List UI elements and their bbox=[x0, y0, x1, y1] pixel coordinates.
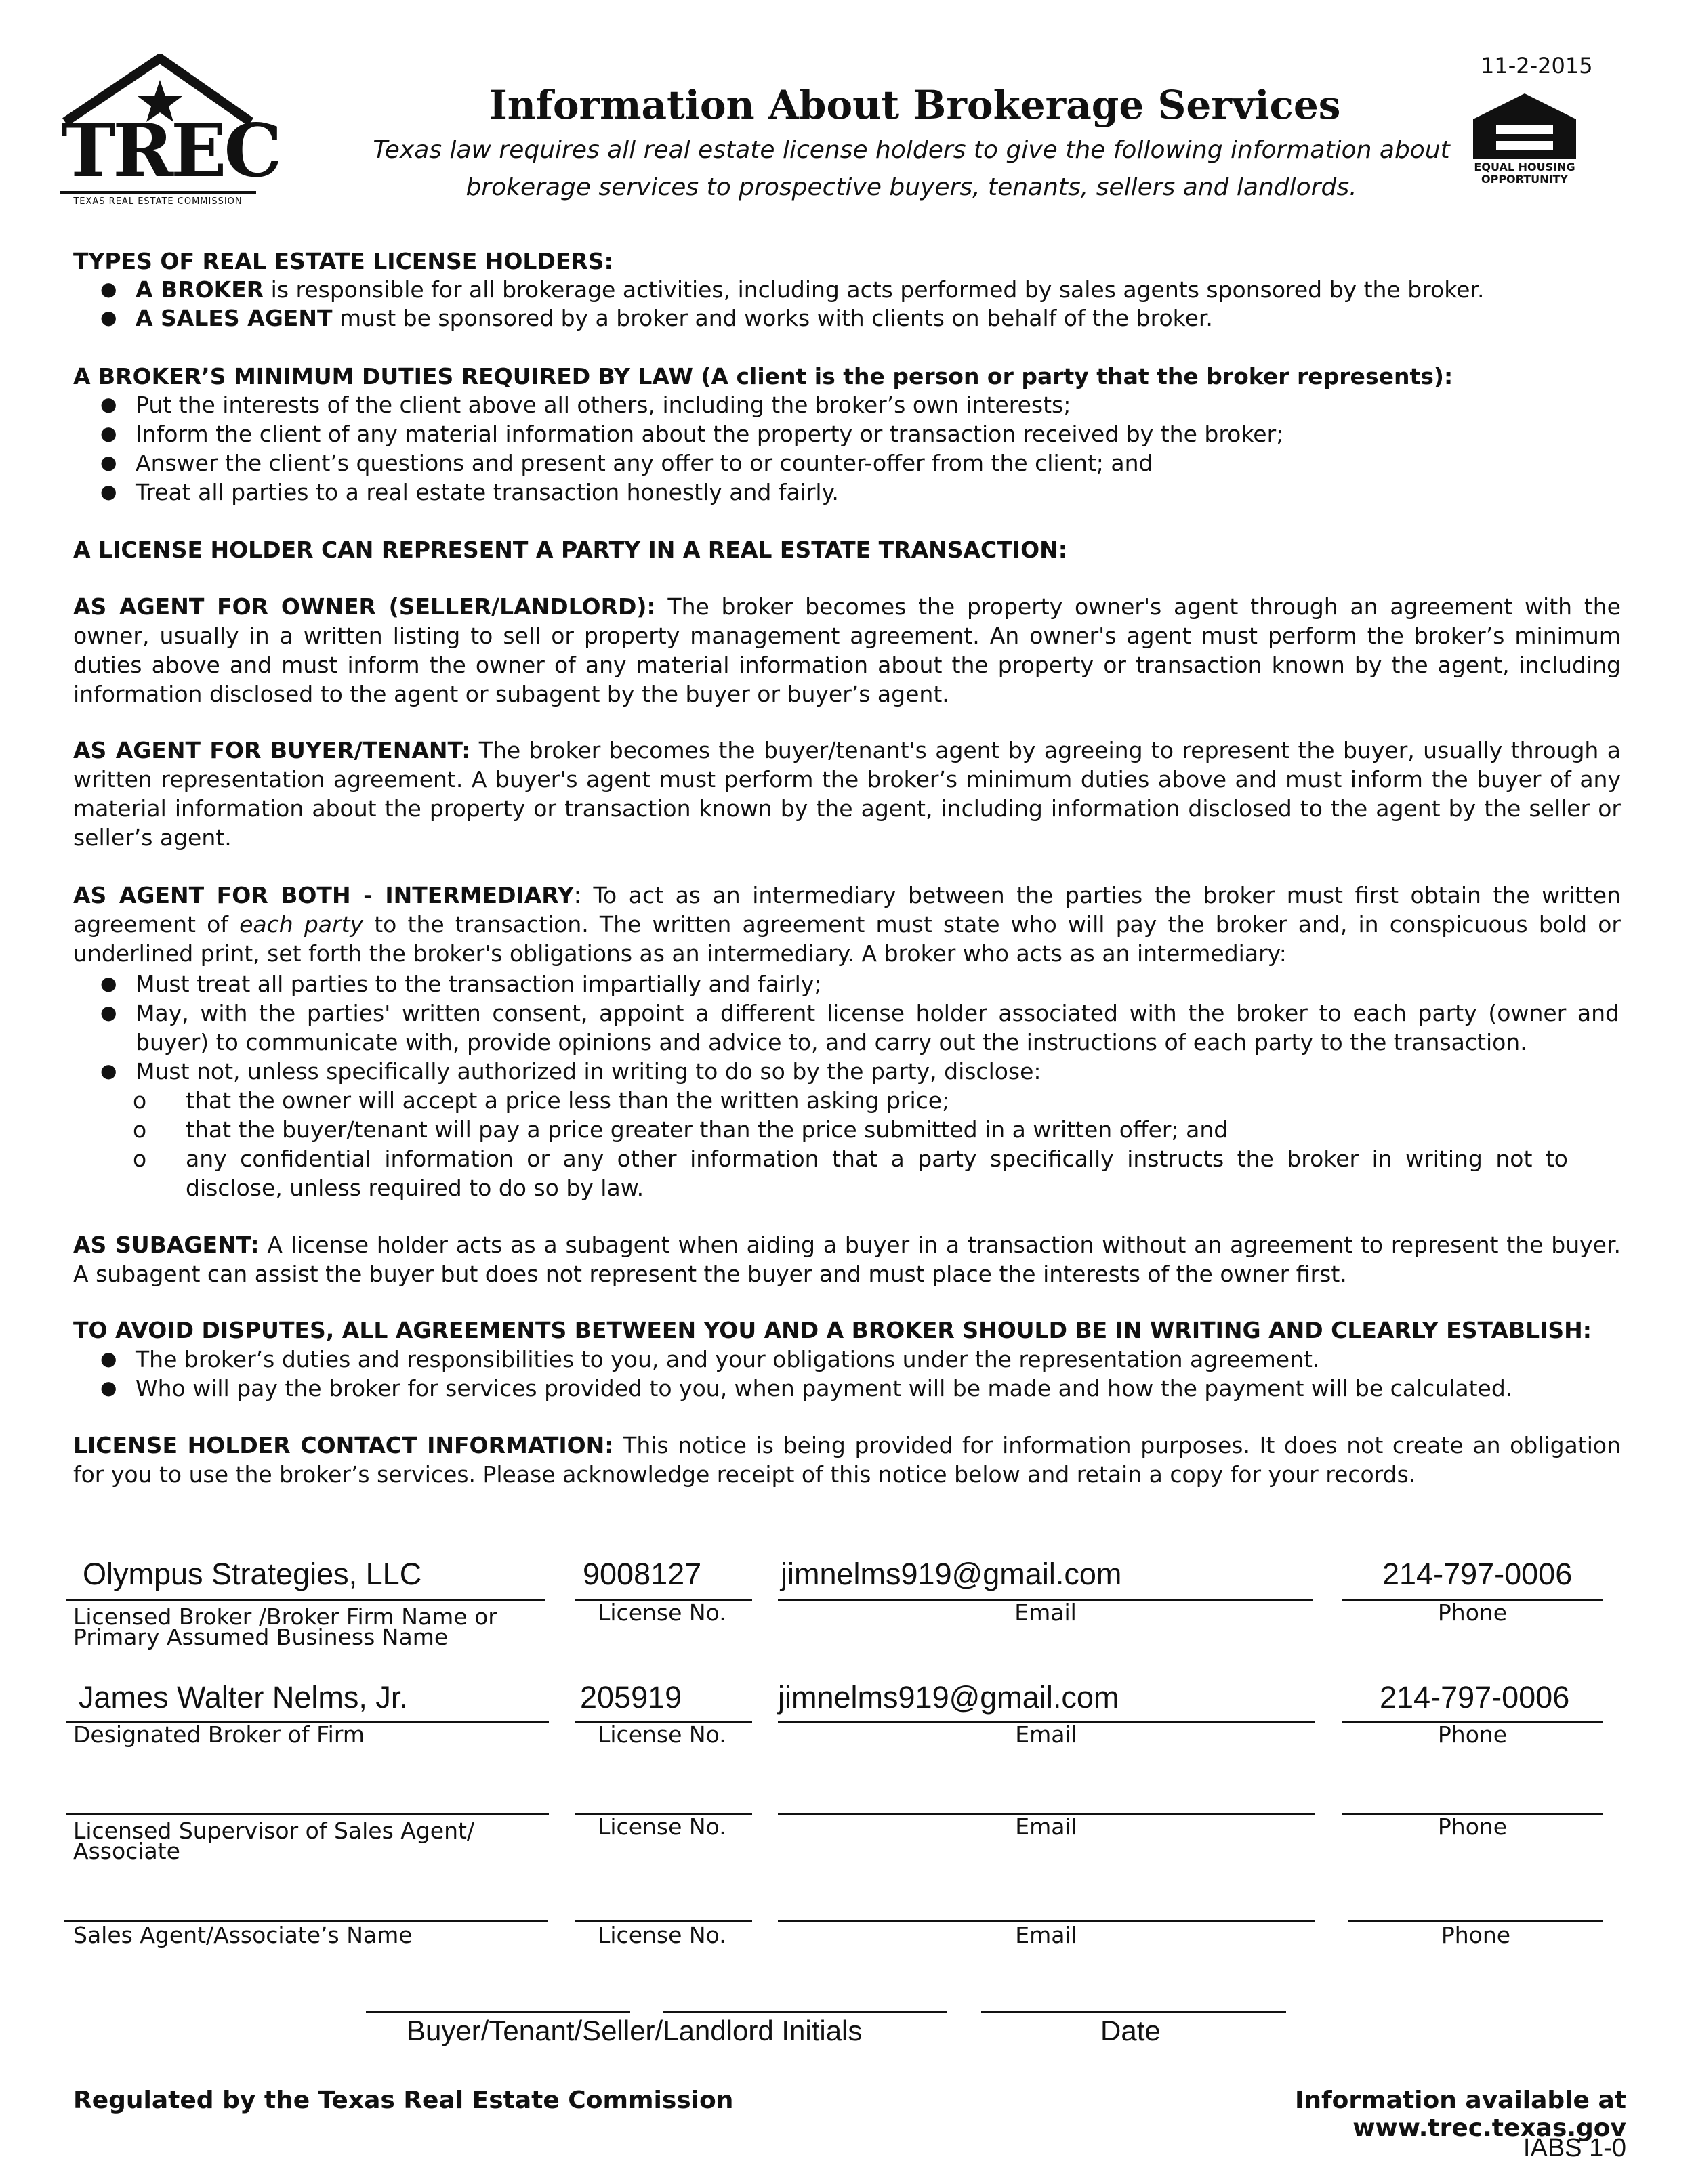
intermediary-paragraph: AS AGENT FOR BOTH - INTERMEDIARY: To act as an intermediary between the parties the broker must first obtain the written agreement of each party to the transaction. The written agreement must state who will pay the broker and, in conspicuous bold or underlined print, set forth the broker's obligations as an intermediary. A broker who acts as an intermediary: bbox=[73, 882, 1621, 967]
form-date: 11-2-2015 bbox=[1481, 53, 1593, 79]
contact-paragraph: LICENSE HOLDER CONTACT INFORMATION: This notice is being provided for information purposes. It does not create an obligation for you to use the broker’s services. Please acknowledge receipt of this notice below and retain a copy for your records. bbox=[73, 1432, 1621, 1488]
license-caption: License No. bbox=[598, 1813, 726, 1840]
bullet-icon: ● bbox=[100, 306, 117, 329]
email-caption: Email bbox=[1014, 1599, 1077, 1626]
phone-caption: Phone bbox=[1437, 1813, 1508, 1840]
name-caption: Designated Broker of Firm bbox=[73, 1721, 365, 1748]
signature-line bbox=[66, 1599, 545, 1601]
phone-caption: Phone bbox=[1441, 1922, 1511, 1948]
bullet-icon: ● bbox=[100, 422, 117, 444]
intermediary-subitem: any confidential information or any other information that a party specifically instructs the broker in writing not to disclose, unless required to do so by law. bbox=[186, 1146, 1568, 1201]
circle-bullet-icon: o bbox=[133, 1116, 147, 1143]
broker-license-field[interactable]: 9008127 bbox=[583, 1557, 702, 1591]
license-caption: License No. bbox=[598, 1721, 726, 1748]
types-item-broker: A BROKER is responsible for all brokerage activities, including acts performed by sales agents sponsored by the broker. bbox=[136, 276, 1485, 303]
equal-housing-icon bbox=[1470, 92, 1579, 160]
name-caption: Sales Agent/Associate’s Name bbox=[73, 1922, 413, 1948]
email-caption: Email bbox=[1015, 1721, 1077, 1748]
circle-bullet-icon: o bbox=[133, 1087, 147, 1114]
eho-line-1: EQUAL HOUSING bbox=[1474, 161, 1575, 173]
phone-caption: Phone bbox=[1437, 1721, 1508, 1748]
subagent-paragraph: AS SUBAGENT: A license holder acts as a subagent when aiding a buyer in a transaction without an agreement to represent the buyer. A subagent can assist the buyer but does not represent the buyer and must place the interests of the owner first. bbox=[73, 1232, 1621, 1287]
bullet-icon: ● bbox=[100, 1059, 117, 1082]
designated-broker-email-field[interactable]: jimnelms919@gmail.com bbox=[778, 1680, 1119, 1715]
logo-caption: TEXAS REAL ESTATE COMMISSION bbox=[73, 196, 243, 207]
bullet-icon: ● bbox=[100, 480, 117, 503]
name-caption: Licensed Supervisor of Sales Agent/ Associate bbox=[73, 1818, 475, 1864]
footer-regulated: Regulated by the Texas Real Estate Commission bbox=[73, 2086, 734, 2114]
eho-line-2: OPPORTUNITY bbox=[1481, 173, 1568, 186]
disputes-heading: TO AVOID DISPUTES, ALL AGREEMENTS BETWEEN YOU AND A BROKER SHOULD BE IN WRITING AND CLEARLY ESTABLISH: bbox=[73, 1317, 1592, 1343]
page-subtitle-1: Texas law requires all real estate license holders to give the following information about bbox=[373, 136, 1450, 164]
bullet-icon: ● bbox=[100, 972, 117, 994]
duties-item: Inform the client of any material information about the property or transaction received by the broker; bbox=[136, 421, 1284, 447]
initials-label: Buyer/Tenant/Seller/Landlord Initials bbox=[407, 2015, 863, 2046]
bullet-icon: ● bbox=[100, 1347, 117, 1370]
bullet-icon: ● bbox=[100, 451, 117, 474]
name-caption: Licensed Broker /Broker Firm Name or Primary Assumed Business Name bbox=[73, 1603, 497, 1650]
logo-rule bbox=[60, 191, 256, 194]
form-code: IABS 1-0 bbox=[1523, 2134, 1626, 2162]
types-item-sales-agent: A SALES AGENT must be sponsored by a broker and works with clients on behalf of the broker. bbox=[136, 305, 1213, 331]
bullet-icon: ● bbox=[100, 393, 117, 415]
intermediary-item: Must not, unless specifically authorized in writing to do so by the party, disclose: bbox=[136, 1058, 1041, 1085]
bullet-icon: ● bbox=[100, 1001, 117, 1024]
initials-line[interactable] bbox=[366, 2011, 630, 2013]
intermediary-item: May, with the parties' written consent, appoint a different license holder associated with the broker to each party (owner and buyer) to communicate with, provide opinions and advice to, and carry out the instructions of each party to the transaction. bbox=[136, 1000, 1619, 1055]
circle-bullet-icon: o bbox=[133, 1146, 147, 1172]
email-caption: Email bbox=[1015, 1813, 1077, 1840]
equal-housing-logo bbox=[1470, 92, 1579, 187]
bullet-icon: ● bbox=[100, 1377, 117, 1399]
broker-email-field[interactable]: jimnelms919@gmail.com bbox=[781, 1557, 1122, 1591]
owner-paragraph: AS AGENT FOR OWNER (SELLER/LANDLORD): The broker becomes the property owner's agent through an agreement with the owner, usually in a written listing to sell or property management agreement. An owner's agent must perform the broker’s minimum duties above and must inform the owner of any material information about the property or transaction known by the agent, including information disclosed to the agent or subagent by the buyer or buyer’s agent. bbox=[73, 593, 1621, 707]
represent-heading: A LICENSE HOLDER CAN REPRESENT A PARTY IN A REAL ESTATE TRANSACTION: bbox=[73, 537, 1067, 563]
email-caption: Email bbox=[1015, 1922, 1077, 1948]
designated-broker-name-field[interactable]: James Walter Nelms, Jr. bbox=[79, 1680, 408, 1715]
buyer-paragraph: AS AGENT FOR BUYER/TENANT: The broker becomes the buyer/tenant's agent by agreeing to represent the buyer, usually through a written representation agreement. A buyer's agent must perform the broker’s minimum duties above and must inform the buyer of any material information about the property or transaction known by the agent, including information disclosed to the agent by the seller or seller’s agent. bbox=[73, 737, 1621, 851]
intermediary-subitem: that the buyer/tenant will pay a price greater than the price submitted in a written offer; and bbox=[186, 1116, 1228, 1143]
footer-info-link[interactable]: Information available at www.trec.texas.gov bbox=[1294, 2086, 1626, 2142]
date-line[interactable] bbox=[981, 2011, 1286, 2013]
signature-line bbox=[66, 1813, 549, 1815]
intermediary-subitem: that the owner will accept a price less than the written asking price; bbox=[186, 1087, 950, 1114]
initials-line[interactable] bbox=[663, 2011, 947, 2013]
broker-firm-name-field[interactable]: Olympus Strategies, LLC bbox=[83, 1557, 422, 1591]
broker-phone-field[interactable]: 214-797-0006 bbox=[1382, 1557, 1573, 1591]
duties-item: Answer the client’s questions and present any offer to or counter-offer from the client; and bbox=[136, 450, 1153, 476]
page-title: Information About Brokerage Services bbox=[489, 82, 1341, 128]
duties-heading: A BROKER’S MINIMUM DUTIES REQUIRED BY LAW (A client is the person or party that the broker represents): bbox=[73, 363, 1453, 390]
license-caption: License No. bbox=[598, 1599, 726, 1626]
logo-text: TREC bbox=[61, 108, 280, 194]
types-heading: TYPES OF REAL ESTATE LICENSE HOLDERS: bbox=[73, 248, 613, 274]
trec-logo bbox=[60, 54, 280, 210]
disputes-item: The broker’s duties and responsibilities to you, and your obligations under the representation agreement. bbox=[136, 1346, 1320, 1372]
phone-caption: Phone bbox=[1437, 1599, 1508, 1626]
license-caption: License No. bbox=[598, 1922, 726, 1948]
duties-item: Put the interests of the client above all others, including the broker’s own interests; bbox=[136, 392, 1071, 418]
designated-broker-license-field[interactable]: 205919 bbox=[580, 1680, 682, 1715]
duties-item: Treat all parties to a real estate transaction honestly and fairly. bbox=[136, 479, 839, 505]
intermediary-item: Must treat all parties to the transaction impartially and fairly; bbox=[136, 971, 822, 997]
disputes-item: Who will pay the broker for services provided to you, when payment will be made and how the payment will be calculated. bbox=[136, 1375, 1513, 1402]
designated-broker-phone-field[interactable]: 214-797-0006 bbox=[1380, 1680, 1570, 1715]
page-subtitle-2: brokerage services to prospective buyers, tenants, sellers and landlords. bbox=[466, 173, 1357, 201]
bullet-icon: ● bbox=[100, 278, 117, 300]
date-label: Date bbox=[1100, 2015, 1161, 2046]
